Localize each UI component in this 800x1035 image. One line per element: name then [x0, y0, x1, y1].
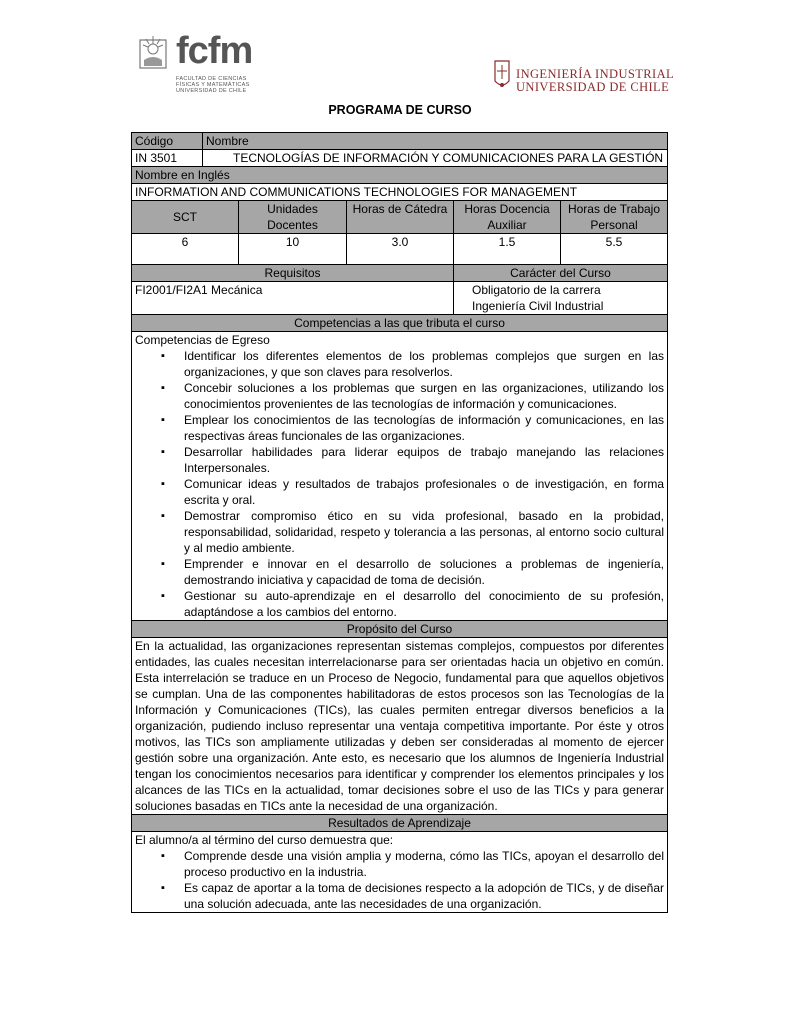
english-name-row: [132, 184, 668, 201]
list-item: ▪ Emprender e innovar en el desarrollo de soluciones a problemas de ingeniería, demostrando iniciativa y capacidad de toma de decisión.: [184, 556, 664, 588]
resultados-body: [132, 832, 668, 913]
requirements-label: Requisitos: [132, 265, 454, 282]
fcfm-logo: [138, 30, 264, 96]
page-header: [0, 0, 800, 100]
list-item: ▪ Demostrar compromiso ético en su vida profesional, basado en la probidad, responsabilidad, solidaridad, respeto y tolerancia a las personas, al entorno socio cultural y al medio ambiente.: [184, 508, 664, 556]
english-name-label: Nombre en Inglés: [132, 167, 668, 184]
list-item: ▪ Comprende desde una visión amplia y moderna, cómo las TICs, apoyan el desarrollo del proceso productivo en la industria.: [184, 848, 664, 880]
ii-logo-line1: INGENIERÍA INDUSTRIAL: [516, 67, 675, 81]
proposito-text: En la actualidad, las organizaciones representan sistemas complejos, compuestos por diferentes entidades, las cuales necesitan interrelacionarse para ser orientadas hacia un objetivo en común. Esta interrelación se traduce en un Proceso de Negocio, fundamental para que aquellos objetivos se cumplan. Una de las componentes habilitadoras de estos procesos son las Tecnologías de la Información y Comunicaciones (TICs), las cuales permiten entregar diversos beneficios a la organización, pudiendo incluso representar una ventaja competitiva importante. Por éste y otros motivos, las TICs son ampliamente utilizadas y deben ser consideradas al momento de ejercer gestión sobre una organización. Ante esto, es necesario que los alumnos de Ingeniería Industrial tengan los conocimientos necesarios para identificar y comprender los elementos principales y los alcances de las TICs en la actualidad, tomar decisiones sobre el uso de las TICs y para generar soluciones basadas en TICs ante la necesidad de una organización.: [132, 638, 668, 815]
credits-header-catedra: Horas de Cátedra: [347, 201, 454, 234]
character-value: [454, 282, 668, 315]
resultados-intro: El alumno/a al término del curso demuestra que:: [135, 833, 394, 847]
character-line1: Obligatorio de la carrera: [472, 283, 601, 297]
competencias-list: [135, 348, 664, 620]
list-item: ▪ Comunicar ideas y resultados de trabajos profesionales o de investigación, en forma escrita y oral.: [184, 476, 664, 508]
ingenieria-industrial-logo: [492, 57, 675, 97]
credits-header-unidades: Unidades Docentes: [239, 201, 347, 234]
course-program-table: [131, 132, 668, 913]
fcfm-wordmark: [176, 30, 252, 73]
list-item: ▪ Identificar los diferentes elementos de los problemas complejos que surgen en las organizaciones, y que son claves para resolverlos.: [184, 348, 664, 380]
requirements-value: FI2001/FI2A1 Mecánica: [132, 282, 454, 315]
competencias-section-title: Competencias a las que tributa el curso: [132, 315, 668, 332]
list-item: ▪ Desarrollar habilidades para liderar equipos de trabajo manejando las relaciones Interpersonales.: [184, 444, 664, 476]
proposito-body-row: [132, 638, 668, 815]
credits-values-row: [132, 234, 668, 265]
code-name-row: [132, 150, 668, 167]
english-name-header-row: [132, 167, 668, 184]
resultados-section-title: Resultados de Aprendizaje: [132, 815, 668, 832]
name-label: Nombre: [203, 133, 668, 150]
competencias-header-row: [132, 315, 668, 332]
competencias-subtitle: Competencias de Egreso: [135, 333, 270, 347]
page-title: PROGRAMA DE CURSO: [328, 103, 472, 117]
requirements-header-row: [132, 265, 668, 282]
code-name-header-row: [132, 133, 668, 150]
course-code: IN 3501: [132, 150, 203, 167]
resultados-body-row: [132, 832, 668, 913]
fcfm-seal-icon: [138, 34, 168, 70]
requirements-row: [132, 282, 668, 315]
competencias-body-row: [132, 332, 668, 621]
list-item: ▪ Emplear los conocimientos de las tecnologías de información y comunicaciones, en las respectivas áreas funcionales de las organizaciones.: [184, 412, 664, 444]
competencias-body: [132, 332, 668, 621]
credits-unidades-value: 10: [239, 234, 347, 265]
ii-logo-line2: UNIVERSIDAD DE CHILE: [516, 80, 670, 94]
character-label: Carácter del Curso: [454, 265, 668, 282]
fcfm-subtitle: FACULTAD DE CIENCIAS FÍSICAS Y MATEMÁTICAS UNIVERSIDAD DE CHILE: [176, 76, 250, 94]
proposito-header-row: [132, 621, 668, 638]
list-item: ▪ Concebir soluciones a los problemas que surgen en las organizaciones, utilizando los conocimientos provenientes de las tecnologías de información y comunicaciones.: [184, 380, 664, 412]
resultados-header-row: [132, 815, 668, 832]
english-name: INFORMATION AND COMMUNICATIONS TECHNOLOGIES FOR MANAGEMENT: [132, 184, 668, 201]
fcfm-logo-text: fcfm: [176, 30, 253, 72]
list-item: ▪ Gestionar su auto-aprendizaje en el desarrollo del conocimiento de su profesión, adaptándose a los cambios del entorno.: [184, 588, 664, 620]
code-label: Código: [132, 133, 203, 150]
course-name: TECNOLOGÍAS DE INFORMACIÓN Y COMUNICACIONES PARA LA GESTIÓN: [203, 150, 668, 167]
credits-header-personal: Horas de Trabajo Personal: [561, 201, 668, 234]
credits-header-sct: SCT: [132, 201, 239, 234]
credits-catedra-value: 3.0: [347, 234, 454, 265]
uchile-seal-icon: [492, 57, 512, 93]
credits-personal-value: 5.5: [561, 234, 668, 265]
credits-auxiliar-value: 1.5: [454, 234, 561, 265]
character-line2: Ingeniería Civil Industrial: [472, 299, 604, 313]
credits-header-auxiliar: Horas Docencia Auxiliar: [454, 201, 561, 234]
proposito-section-title: Propósito del Curso: [132, 621, 668, 638]
list-item: ▪ Es capaz de aportar a la toma de decisiones respecto a la adopción de TICs, y de diseñar una solución adecuada, ante las necesidades de una organización.: [184, 880, 664, 912]
credits-header-row: [132, 201, 668, 234]
credits-sct-value: 6: [132, 234, 239, 265]
resultados-list: [135, 848, 664, 912]
